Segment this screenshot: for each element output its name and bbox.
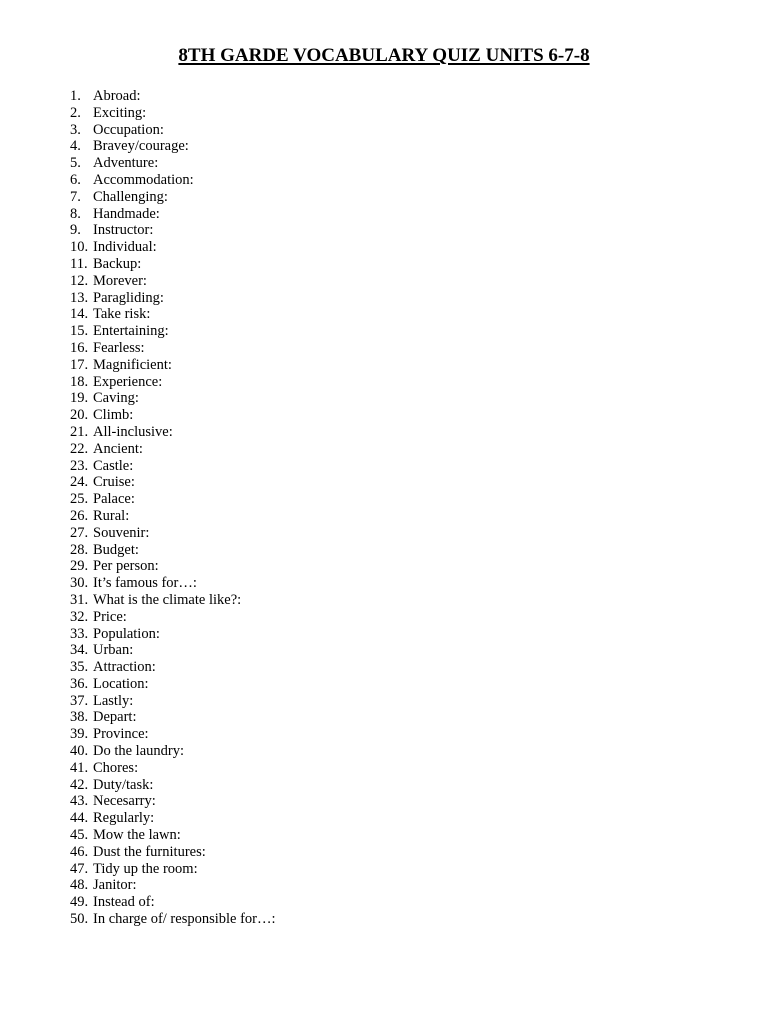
vocab-item-number: 26. — [70, 507, 89, 524]
vocab-item-term: Exciting: — [93, 104, 147, 121]
vocab-item-number: 16. — [70, 339, 89, 356]
vocab-item-term: Magnificient: — [93, 356, 172, 373]
vocab-item — [70, 458, 276, 475]
vocab-item — [70, 155, 276, 172]
vocab-item-term: What is the climate like?: — [93, 591, 242, 608]
vocab-item-number: 12. — [70, 272, 89, 289]
vocab-item — [70, 609, 276, 626]
vocab-item — [70, 659, 276, 676]
vocab-item-number: 42. — [70, 776, 89, 793]
vocab-item-number: 13. — [70, 289, 89, 306]
vocab-item-term: Necesarry: — [93, 793, 156, 810]
vocab-item-term: Occupation: — [93, 121, 164, 138]
vocab-item-number: 34. — [70, 642, 89, 659]
vocab-item-term: Chores: — [93, 759, 139, 776]
vocab-item — [70, 105, 276, 122]
vocab-item — [70, 911, 276, 928]
vocab-item-number: 4. — [70, 138, 81, 155]
vocab-item-term: Handmade: — [93, 205, 160, 222]
vocab-item-term: Dust the furnitures: — [93, 843, 206, 860]
vocab-item-number: 6. — [70, 171, 81, 188]
vocab-item-number: 1. — [70, 88, 81, 104]
vocab-item — [70, 693, 276, 710]
vocab-item-term: Mow the lawn: — [93, 827, 181, 844]
vocab-item-term: Janitor: — [93, 877, 137, 894]
vocab-item — [70, 760, 276, 777]
vocab-item — [70, 441, 276, 458]
vocab-item-term: Population: — [93, 625, 160, 642]
vocab-item-term: Budget: — [93, 541, 139, 558]
vocab-item-number: 37. — [70, 692, 89, 709]
vocab-item — [70, 894, 276, 911]
vocab-item-term: Climb: — [93, 407, 134, 424]
vocab-item — [70, 88, 276, 105]
vocab-item-term: Do the laundry: — [93, 743, 185, 760]
vocab-item — [70, 777, 276, 794]
vocab-item-number: 2. — [70, 104, 81, 121]
vocab-item-number: 17. — [70, 356, 89, 373]
vocab-item — [70, 374, 276, 391]
vocab-item — [70, 239, 276, 256]
vocab-item-term: All-inclusive: — [93, 423, 173, 440]
vocabulary-list — [70, 88, 276, 928]
vocab-item — [70, 626, 276, 643]
vocab-item-number: 11. — [70, 255, 88, 272]
vocab-item — [70, 575, 276, 592]
vocab-item — [70, 273, 276, 290]
vocab-item — [70, 491, 276, 508]
vocab-item-term: Regularly: — [93, 810, 155, 827]
vocab-item-term: Per person: — [93, 558, 159, 575]
vocab-item — [70, 474, 276, 491]
vocab-item-number: 31. — [70, 591, 89, 608]
vocab-item-term: Experience: — [93, 373, 163, 390]
vocab-item — [70, 726, 276, 743]
vocab-item-number: 43. — [70, 793, 89, 810]
vocab-item — [70, 357, 276, 374]
vocab-item-number: 49. — [70, 894, 89, 911]
vocab-item-number: 35. — [70, 659, 89, 676]
vocab-item-number: 39. — [70, 726, 89, 743]
vocab-item-number: 40. — [70, 743, 89, 760]
vocab-item-number: 14. — [70, 306, 89, 323]
vocab-item — [70, 390, 276, 407]
vocab-item-number: 20. — [70, 407, 89, 424]
vocab-item — [70, 793, 276, 810]
vocab-item-term: Challenging: — [93, 188, 168, 205]
vocab-item — [70, 323, 276, 340]
vocab-item — [70, 256, 276, 273]
vocab-item-term: Instead of: — [93, 894, 155, 911]
vocab-item — [70, 306, 276, 323]
vocab-item-number: 30. — [70, 575, 89, 592]
vocab-item — [70, 592, 276, 609]
vocab-item-number: 50. — [70, 911, 89, 928]
vocab-item-number: 7. — [70, 188, 81, 205]
vocab-item-number: 48. — [70, 877, 89, 894]
page-title: 8TH GARDE VOCABULARY QUIZ UNITS 6-7-8 — [178, 45, 590, 66]
vocab-item — [70, 138, 276, 155]
vocab-item-term: Paragliding: — [93, 289, 164, 306]
vocab-item-number: 21. — [70, 423, 89, 440]
vocab-item — [70, 642, 276, 659]
vocab-item-number: 25. — [70, 491, 89, 508]
vocab-item-term: Entertaining: — [93, 323, 169, 340]
vocab-item — [70, 508, 276, 525]
vocab-item — [70, 844, 276, 861]
vocab-item — [70, 189, 276, 206]
vocab-item — [70, 340, 276, 357]
vocab-item-number: 46. — [70, 843, 89, 860]
vocab-item-term: Palace: — [93, 491, 135, 508]
vocab-item — [70, 558, 276, 575]
vocab-item-number: 10. — [70, 239, 89, 256]
vocab-item — [70, 676, 276, 693]
vocab-item-number: 36. — [70, 675, 89, 692]
vocab-item-term: Urban: — [93, 642, 134, 659]
vocab-item-term: Tidy up the room: — [93, 860, 198, 877]
vocab-item-number: 19. — [70, 390, 89, 407]
vocab-item-term: Caving: — [93, 390, 139, 407]
vocab-item — [70, 206, 276, 223]
vocab-item-term: Cruise: — [93, 474, 135, 491]
vocab-item-term: Take risk: — [93, 306, 151, 323]
vocab-item-number: 27. — [70, 524, 89, 541]
vocab-item-number: 41. — [70, 759, 89, 776]
vocab-item-term: Backup: — [93, 255, 142, 272]
vocab-item-term: Bravey/courage: — [93, 138, 189, 155]
vocab-item-term: Adventure: — [93, 155, 159, 172]
vocab-item-term: Individual: — [93, 239, 157, 256]
vocab-item — [70, 290, 276, 307]
vocab-item-number: 44. — [70, 810, 89, 827]
vocab-item-number: 23. — [70, 457, 89, 474]
vocab-item-term: Attraction: — [93, 659, 156, 676]
vocab-item — [70, 122, 276, 139]
vocab-item — [70, 861, 276, 878]
vocab-item-term: Depart: — [93, 709, 137, 726]
vocab-item — [70, 810, 276, 827]
vocab-item — [70, 222, 276, 239]
vocab-item-term: Province: — [93, 726, 149, 743]
vocab-item-number: 3. — [70, 121, 81, 138]
vocab-item — [70, 827, 276, 844]
vocab-item-term: In charge of/ responsible for…: — [93, 911, 276, 928]
vocab-item — [70, 743, 276, 760]
vocab-item-number: 33. — [70, 625, 89, 642]
vocab-item — [70, 424, 276, 441]
vocab-item-term: Price: — [93, 608, 127, 625]
vocab-item-term: Duty/task: — [93, 776, 154, 793]
vocab-item-term: Instructor: — [93, 222, 154, 239]
vocab-item — [70, 542, 276, 559]
vocab-item-term: Ancient: — [93, 440, 143, 457]
vocab-item-number: 32. — [70, 608, 89, 625]
vocab-item-term: It’s famous for…: — [93, 575, 197, 592]
vocab-item-number: 47. — [70, 860, 89, 877]
vocab-item — [70, 525, 276, 542]
vocab-item-term: Abroad: — [93, 88, 141, 104]
vocab-item-number: 38. — [70, 709, 89, 726]
vocab-item-number: 29. — [70, 558, 89, 575]
vocab-item — [70, 709, 276, 726]
vocab-item-term: Morever: — [93, 272, 147, 289]
vocab-item — [70, 172, 276, 189]
vocab-item — [70, 877, 276, 894]
vocab-item-term: Castle: — [93, 457, 134, 474]
vocab-item-number: 28. — [70, 541, 89, 558]
vocab-item — [70, 407, 276, 424]
vocab-item-term: Accommodation: — [93, 171, 194, 188]
vocab-item-number: 15. — [70, 323, 89, 340]
vocab-item-term: Souvenir: — [93, 524, 150, 541]
vocab-item-term: Fearless: — [93, 339, 145, 356]
vocab-item-number: 9. — [70, 222, 81, 239]
vocab-item-number: 24. — [70, 474, 89, 491]
vocab-item-term: Lastly: — [93, 692, 134, 709]
vocab-item-number: 45. — [70, 827, 89, 844]
vocab-item-number: 18. — [70, 373, 89, 390]
vocab-item-number: 5. — [70, 155, 81, 172]
vocab-item-term: Rural: — [93, 507, 130, 524]
vocab-item-number: 22. — [70, 440, 89, 457]
vocab-item-number: 8. — [70, 205, 81, 222]
vocab-item-term: Location: — [93, 675, 149, 692]
